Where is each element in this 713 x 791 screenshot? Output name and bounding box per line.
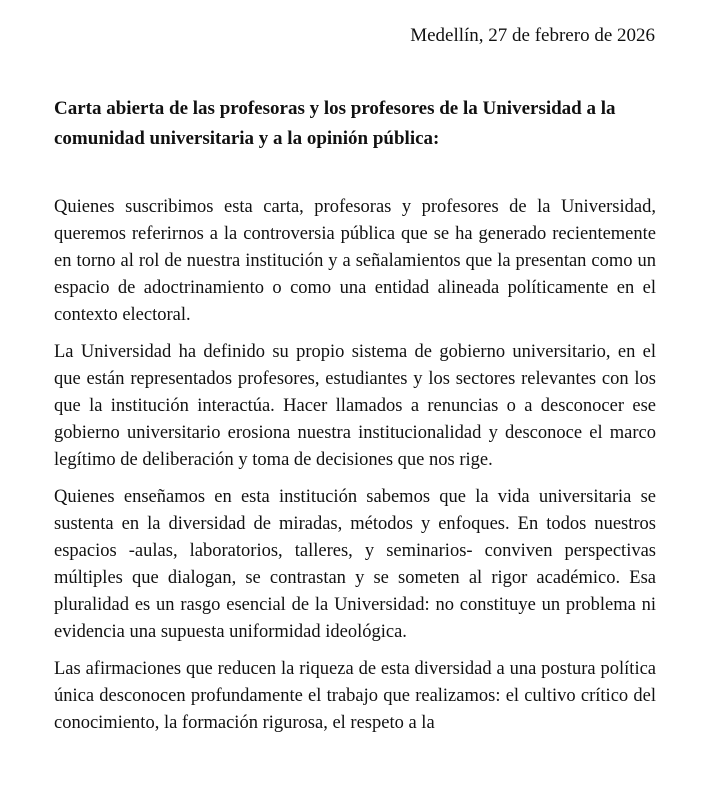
- letter-body: [54, 194, 656, 747]
- paragraph-1: Quienes suscribimos esta carta, profesoras y profesores de la Universidad, queremos referirnos a la controversia pública que se ha generado recientemente en torno al rol de nuestra institución y a señalamientos que la presentan como un espacio de adoctrinamiento o como una entidad alineada políticamente en el contexto electoral.: [54, 197, 656, 325]
- date-line: Medellín, 27 de febrero de 2026: [410, 25, 655, 46]
- paragraph-2: La Universidad ha definido su propio sistema de gobierno universitario, en el que están representados profesores, estudiantes y los sectores relevantes con los que la institución interactúa. Hacer llamados a renuncias o a desconocer ese gobierno universitario erosiona nuestra institucionalidad y desconoce el marco legítimo de deliberación y toma de decisiones que nos rige.: [54, 342, 656, 470]
- paragraph-4: Las afirmaciones que reducen la riqueza de esta diversidad a una postura política única desconocen profundamente el trabajo que realizamos: el cultivo crítico del conocimiento, la formación rigurosa, el respeto a la: [54, 659, 656, 733]
- paragraph-3: Quienes enseñamos en esta institución sabemos que la vida universitaria se sustenta en la diversidad de miradas, métodos y enfoques. En todos nuestros espacios -aulas, laboratorios, talleres, y seminarios- conviven perspectivas múltiples que dialogan, se contrastan y se someten al rigor académico. Esa pluralidad es un rasgo esencial de la Universidad: no constituye un problema ni evidencia una supuesta uniformidad ideológica.: [54, 487, 656, 642]
- letter-title: Carta abierta de las profesoras y los profesores de la Universidad a la comunidad universitaria y a la opinión pública:: [54, 98, 616, 149]
